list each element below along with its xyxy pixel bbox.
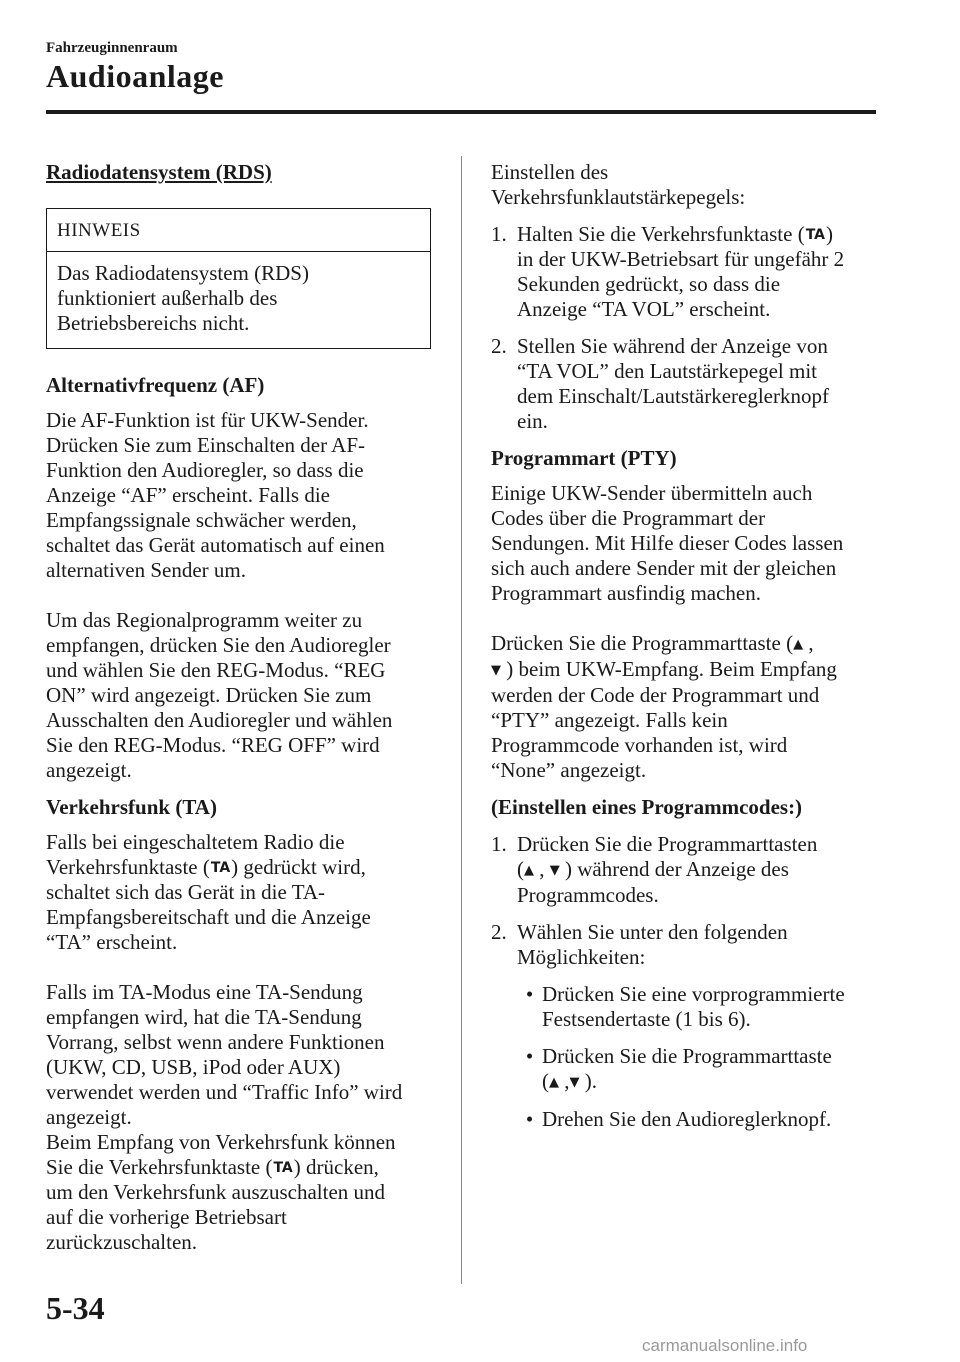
watermark: carmanualsonline.info xyxy=(642,1336,808,1355)
volume-step-1 xyxy=(491,222,881,322)
column-divider xyxy=(461,156,462,1284)
volume-step-2 xyxy=(491,334,881,434)
left-column xyxy=(46,160,436,1255)
set-step-2 xyxy=(491,920,881,970)
note-box xyxy=(46,208,431,349)
header-rule xyxy=(46,110,876,114)
option-bullet-3 xyxy=(517,1107,881,1132)
step-text: Halten Sie die Verkehrsfunktaste (TA) in der UKW-Betriebsart für ungefähr 2 Sekunden gedrückt, so dass die Anzeige “TA VOL” erscheint. xyxy=(517,222,845,321)
pty-heading: Programmart (PTY) xyxy=(491,446,677,470)
step-number: 1. xyxy=(491,222,507,246)
step-text: Wählen Sie unter den folgenden Möglichkeiten: xyxy=(517,920,788,969)
ta-heading: Verkehrsfunk (TA) xyxy=(46,795,217,819)
bullet-text: Drücken Sie die Programmarttaste (▲ ,▼ ). xyxy=(542,1044,832,1093)
ta-button-icon: TA xyxy=(273,1160,293,1176)
note-text: Das Radiodatensystem (RDS) funktioniert außerhalb des Betriebsbereichs nicht. xyxy=(57,261,309,335)
pty-paragraph-2: Drücken Sie die Programmarttaste (▲ , ▼ ) beim UKW-Empfang. Beim Empfang werden der Code der Programmart und “PTY” angezeigt. Falls kein Programmcode vorhanden ist, wird “None” angezeigt. xyxy=(491,631,837,782)
down-arrow-icon: ▼ xyxy=(491,663,501,678)
ta-paragraph-2: Falls im TA-Modus eine TA-Sendung empfangen wird, hat die TA-Sendung Vorrang, selbst wenn andere Funktionen (UKW, CD, USB, iPod oder AUX) verwendet werden und “Traffic Info” wird angezeigt. xyxy=(46,980,403,1129)
af-paragraph-1: Die AF-Funktion ist für UKW-Sender. Drücken Sie zum Einschalten der AF- Funktion den Audioregler, so dass die Anzeige “AF” erscheint. Falls die Empfangssignale schwächer werden, schaltet das Gerät automatisch auf einen alternativen Sender um. xyxy=(46,408,385,582)
option-bullet-1 xyxy=(517,982,881,1032)
up-arrow-icon: ▲ xyxy=(549,1075,559,1090)
ta-button-icon: TA xyxy=(805,227,826,243)
up-arrow-icon: ▲ xyxy=(524,863,534,878)
bullet-text: Drehen Sie den Audioreglerknopf. xyxy=(542,1107,832,1131)
bullet-text: Drücken Sie eine vorprogrammierte Festsendertaste (1 bis 6). xyxy=(542,982,845,1031)
pty-paragraph-1: Einige UKW-Sender übermitteln auch Codes über die Programmart der Sendungen. Mit Hilfe dieser Codes lassen sich auch andere Sender mit der gleichen Programmart ausfindig machen. xyxy=(491,481,844,605)
down-arrow-icon: ▼ xyxy=(569,1075,580,1090)
volume-intro: Einstellen des Verkehrsfunklautstärkepegels: xyxy=(491,160,746,209)
rds-heading: Radiodatensystem (RDS) xyxy=(46,160,272,184)
bullet-icon: • xyxy=(525,1044,534,1068)
chapter-title: Audioanlage xyxy=(46,58,224,94)
bullet-icon: • xyxy=(525,1107,534,1131)
af-paragraph-2: Um das Regionalprogramm weiter zu empfangen, drücken Sie den Audioregler und wählen Sie den REG-Modus. “REG ON” wird angezeigt. Drücken Sie zum Ausschalten den Audioregler und wählen Sie den REG-Modus. “REG OFF” wird angezeigt. xyxy=(46,608,393,782)
ta-paragraph-3: Beim Empfang von Verkehrsfunk können Sie die Verkehrsfunktaste (TA) drücken, um den Verkehrsfunk auszuschalten und auf die vorherige Betriebsart zurückzuschalten. xyxy=(46,1130,396,1254)
ta-paragraph-1: Falls bei eingeschaltetem Radio die Verkehrsfunktaste (TA) gedrückt wird, schaltet sich das Gerät in die TA- Empfangsbereitschaft und die Anzeige “TA” erscheint. xyxy=(46,830,371,954)
right-column xyxy=(491,160,881,1132)
step-number: 1. xyxy=(491,832,507,856)
up-arrow-icon: ▲ xyxy=(793,637,804,652)
section-label: Fahrzeuginnenraum xyxy=(46,40,178,56)
down-arrow-icon: ▼ xyxy=(549,863,560,878)
note-title: HINWEIS xyxy=(47,209,430,252)
step-text: Drücken Sie die Programmarttasten (▲ , ▼ ) während der Anzeige des Programmcodes. xyxy=(517,832,818,907)
option-bullet-2 xyxy=(517,1044,881,1095)
af-heading: Alternativfrequenz (AF) xyxy=(46,373,265,397)
step-text: Stellen Sie während der Anzeige von “TA VOL” den Lautstärkepegel mit dem Einschalt/Lautstärkereglerknopf ein. xyxy=(517,334,829,433)
step-number: 2. xyxy=(491,334,507,358)
page-number: 5-34 xyxy=(46,1290,105,1326)
bullet-icon: • xyxy=(525,982,534,1006)
step-number: 2. xyxy=(491,920,507,944)
set-code-heading: (Einstellen eines Programmcodes:) xyxy=(491,795,803,819)
ta-button-icon: TA xyxy=(210,860,231,876)
set-step-1 xyxy=(491,832,881,908)
